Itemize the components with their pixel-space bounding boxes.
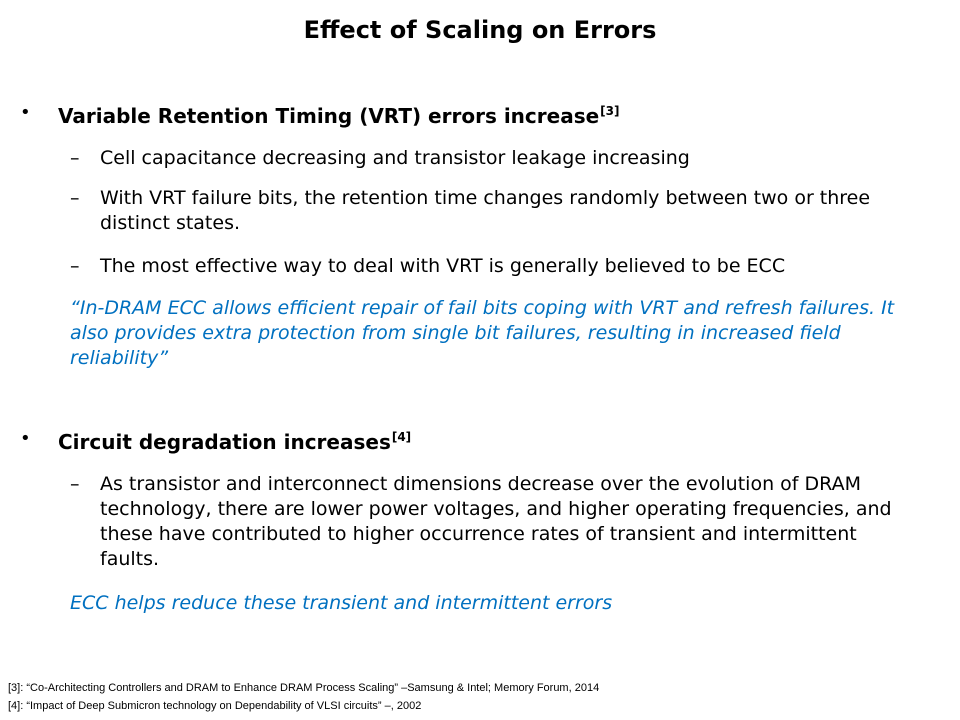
sub-item-text: The most effective way to deal with VRT is generally believed to be ECC bbox=[100, 255, 786, 277]
dash-marker: – bbox=[70, 147, 80, 169]
sub-item-text: With VRT failure bits, the retention time changes randomly between two or three distinct states. bbox=[100, 187, 871, 234]
sub-item-text: As transistor and interconnect dimensions decrease over the evolution of DRAM technology, there are lower power voltages, and higher operating frequencies, and these have contributed to higher occurrence rates of transient and intermittent faults. bbox=[100, 473, 892, 570]
dash-marker: – bbox=[70, 187, 80, 209]
bullet-ref: [3] bbox=[600, 104, 620, 118]
bullet-heading-text: Variable Retention Timing (VRT) errors increase bbox=[58, 104, 600, 128]
reference-4: [4]: “Impact of Deep Submicron technology on Dependability of VLSI circuits” –, 2002 bbox=[8, 700, 422, 712]
bullet-dot: • bbox=[20, 428, 31, 449]
quote-text: ECC helps reduce these transient and intermittent errors bbox=[70, 592, 613, 614]
bullet-dot: • bbox=[20, 102, 31, 123]
bullet-heading-text: Circuit degradation increases bbox=[58, 430, 391, 454]
sub-item bbox=[70, 186, 920, 236]
sub-item-text: Cell capacitance decreasing and transistor leakage increasing bbox=[100, 147, 690, 169]
sub-item bbox=[70, 472, 920, 572]
bullet-heading bbox=[58, 104, 620, 128]
reference-3: [3]: “Co-Architecting Controllers and DRAM to Enhance DRAM Process Scaling” –Samsung & Intel; Memory Forum, 2014 bbox=[8, 682, 600, 694]
dash-marker: – bbox=[70, 473, 80, 495]
bullet-ref: [4] bbox=[391, 430, 412, 444]
bullet-heading bbox=[58, 430, 411, 454]
sub-item bbox=[70, 146, 920, 171]
sub-item bbox=[70, 254, 920, 279]
slide-title: Effect of Scaling on Errors bbox=[303, 16, 657, 44]
quote-text: “In-DRAM ECC allows efficient repair of fail bits coping with VRT and refresh failures. It also provides extra protection from single bit failures, resulting in increased field reliability” bbox=[70, 297, 895, 369]
dash-marker: – bbox=[70, 255, 80, 277]
